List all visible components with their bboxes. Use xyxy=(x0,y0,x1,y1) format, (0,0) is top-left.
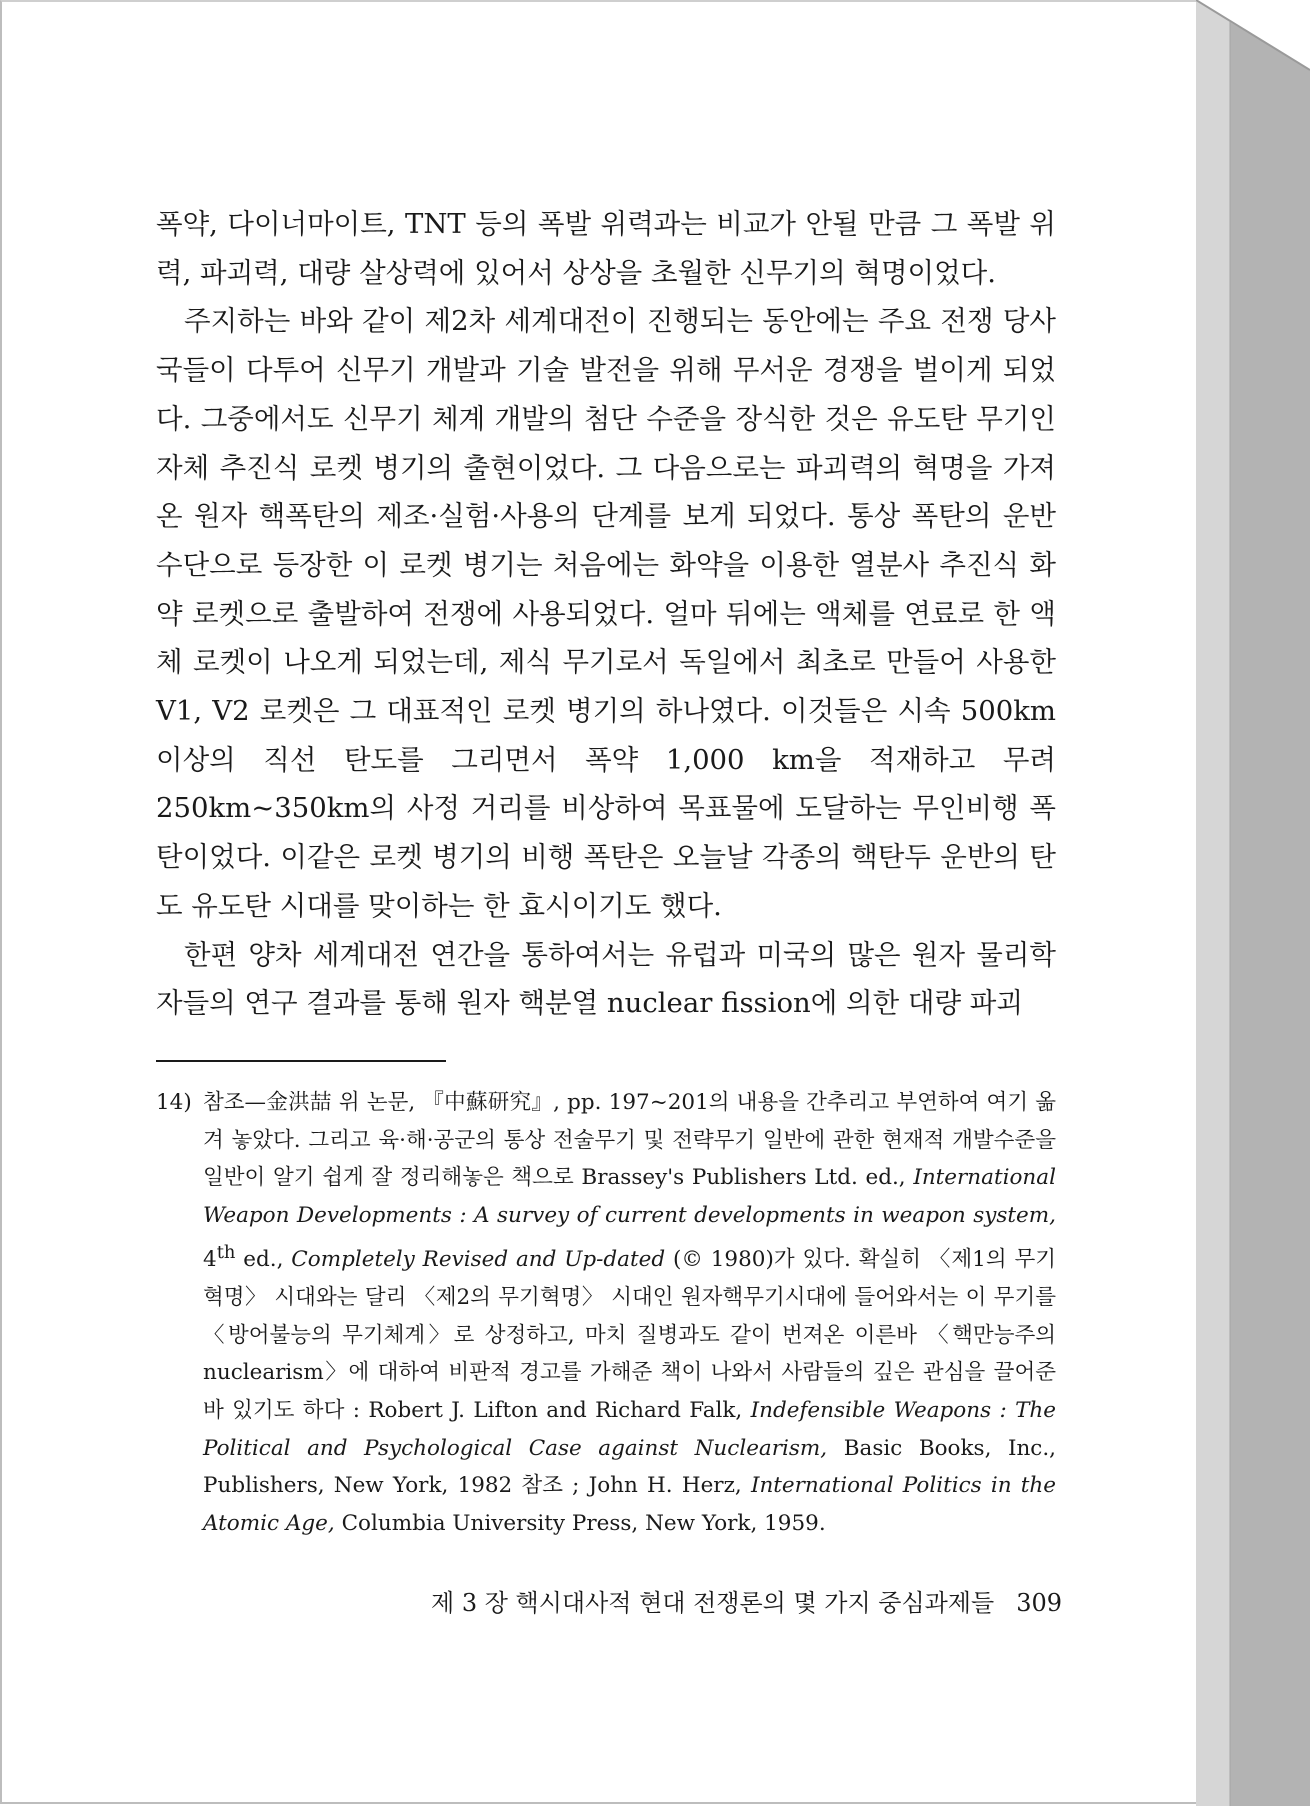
footnote-book-subtitle: Completely Revised and Up-dated xyxy=(291,1247,666,1273)
footnote-seg-6: (© 1980)가 있다. 확실히 〈제1의 무기혁명〉 시대와는 달리 〈제2의 무기혁명〉 시대인 원자핵무기시대에 들어와서는 이 무기를 〈방어불능의 무기체계〉로 상정하고, 마치 질병과도 같이 번져온 이른바 〈핵만능주의 nuclearism〉에 대하여 비판적 경고를 가해준 책이 나와서 사람들의 깊은 관심을 끌어준 바 있기도 하다 : Robert J. Lifton and Richard Falk, xyxy=(203,1247,1056,1423)
footnote-book-title-1: International Weapon Developments : A survey of current developments in weapon system, xyxy=(203,1165,1056,1228)
footnote-text xyxy=(203,1084,1056,1542)
footnote-seg-4: ed., xyxy=(243,1247,284,1273)
footnote-seg-10: Columbia University Press, New York, 1959. xyxy=(341,1510,826,1536)
spine-highlight xyxy=(1196,0,1230,1806)
footnote-divider xyxy=(156,1060,446,1062)
paragraph-2: 주지하는 바와 같이 제2차 세계대전이 진행되는 동안에는 주요 전쟁 당사국들이 다투어 신무기 개발과 기술 발전을 위해 무서운 경쟁을 벌이게 되었다. 그중에서도 신무기 체계 개발의 첨단 수준을 장식한 것은 유도탄 무기인 자체 추진식 로켓 병기의 출현이었다. 그 다음으로는 파괴력의 혁명을 가져온 원자 핵폭탄의 제조·실험·사용의 단계를 보게 되었다. 통상 폭탄의 운반 수단으로 등장한 이 로켓 병기는 처음에는 화약을 이용한 열분사 추진식 화약 로켓으로 출발하여 전쟁에 사용되었다. 얼마 뒤에는 액체를 연료로 한 액체 로켓이 나오게 되었는데, 제식 무기로서 독일에서 최초로 만들어 사용한 V1, V2 로켓은 그 대표적인 로켓 병기의 하나였다. 이것들은 시속 500km 이상의 직선 탄도를 그리면서 폭약 1,000 km을 적재하고 무려 250km~350km의 사정 거리를 비상하여 목표물에 도달하는 무인비행 폭탄이었다. 이같은 로켓 병기의 비행 폭탄은 오늘날 각종의 핵탄두 운반의 탄도 유도탄 시대를 맞이하는 한 효시이기도 했다. xyxy=(156,305,1056,922)
running-title: 제 3 장 핵시대사적 현대 전쟁론의 몇 가지 중심과제들 xyxy=(431,1589,995,1617)
paragraph-3: 한편 양차 세계대전 연간을 통하여서는 유럽과 미국의 많은 원자 물리학자들의 연구 결과를 통해 원자 핵분열 nuclear fission에 의한 대량 파괴 xyxy=(156,938,1056,1020)
paragraph-1: 폭약, 다이너마이트, TNT 등의 폭발 위력과는 비교가 안될 만큼 그 폭발 위력, 파괴력, 대량 살상력에 있어서 상상을 초월한 신무기의 혁명이었다. xyxy=(156,208,1056,289)
footnote-book-title-3: International Politics in the Atomic Age, xyxy=(203,1473,1057,1536)
book-spine-edge xyxy=(1196,0,1310,1806)
page-number: 309 xyxy=(1016,1589,1062,1617)
footnote-edition-suffix: th xyxy=(216,1242,236,1264)
footnote-number: 14) xyxy=(156,1090,192,1115)
footnote-14 xyxy=(156,1084,1056,1542)
footnote-book-title-2: Indefensible Weapons : The Political and Psychological Case against Nuclearism, xyxy=(203,1397,1056,1461)
footnote-seg-8: Basic Books, Inc., Publishers, New York, 1982 참조 ; John H. Herz, xyxy=(203,1435,1056,1499)
footnote-edition-number: 4 xyxy=(203,1247,217,1273)
page-footer xyxy=(362,1586,1062,1620)
main-text xyxy=(156,200,1056,1028)
footnote-seg-1: 참조—金洪喆 위 논문, 『中蘇研究』, pp. 197~201의 내용을 간추리고 부연하여 여기 옮겨 놓았다. 그리고 육·해·공군의 통상 전술무기 및 전략무기 일반에 관한 현재적 개발수준을 일반이 알기 쉽게 잘 정리해놓은 책으로 Brassey's Publishers Ltd. ed., xyxy=(203,1090,1056,1191)
